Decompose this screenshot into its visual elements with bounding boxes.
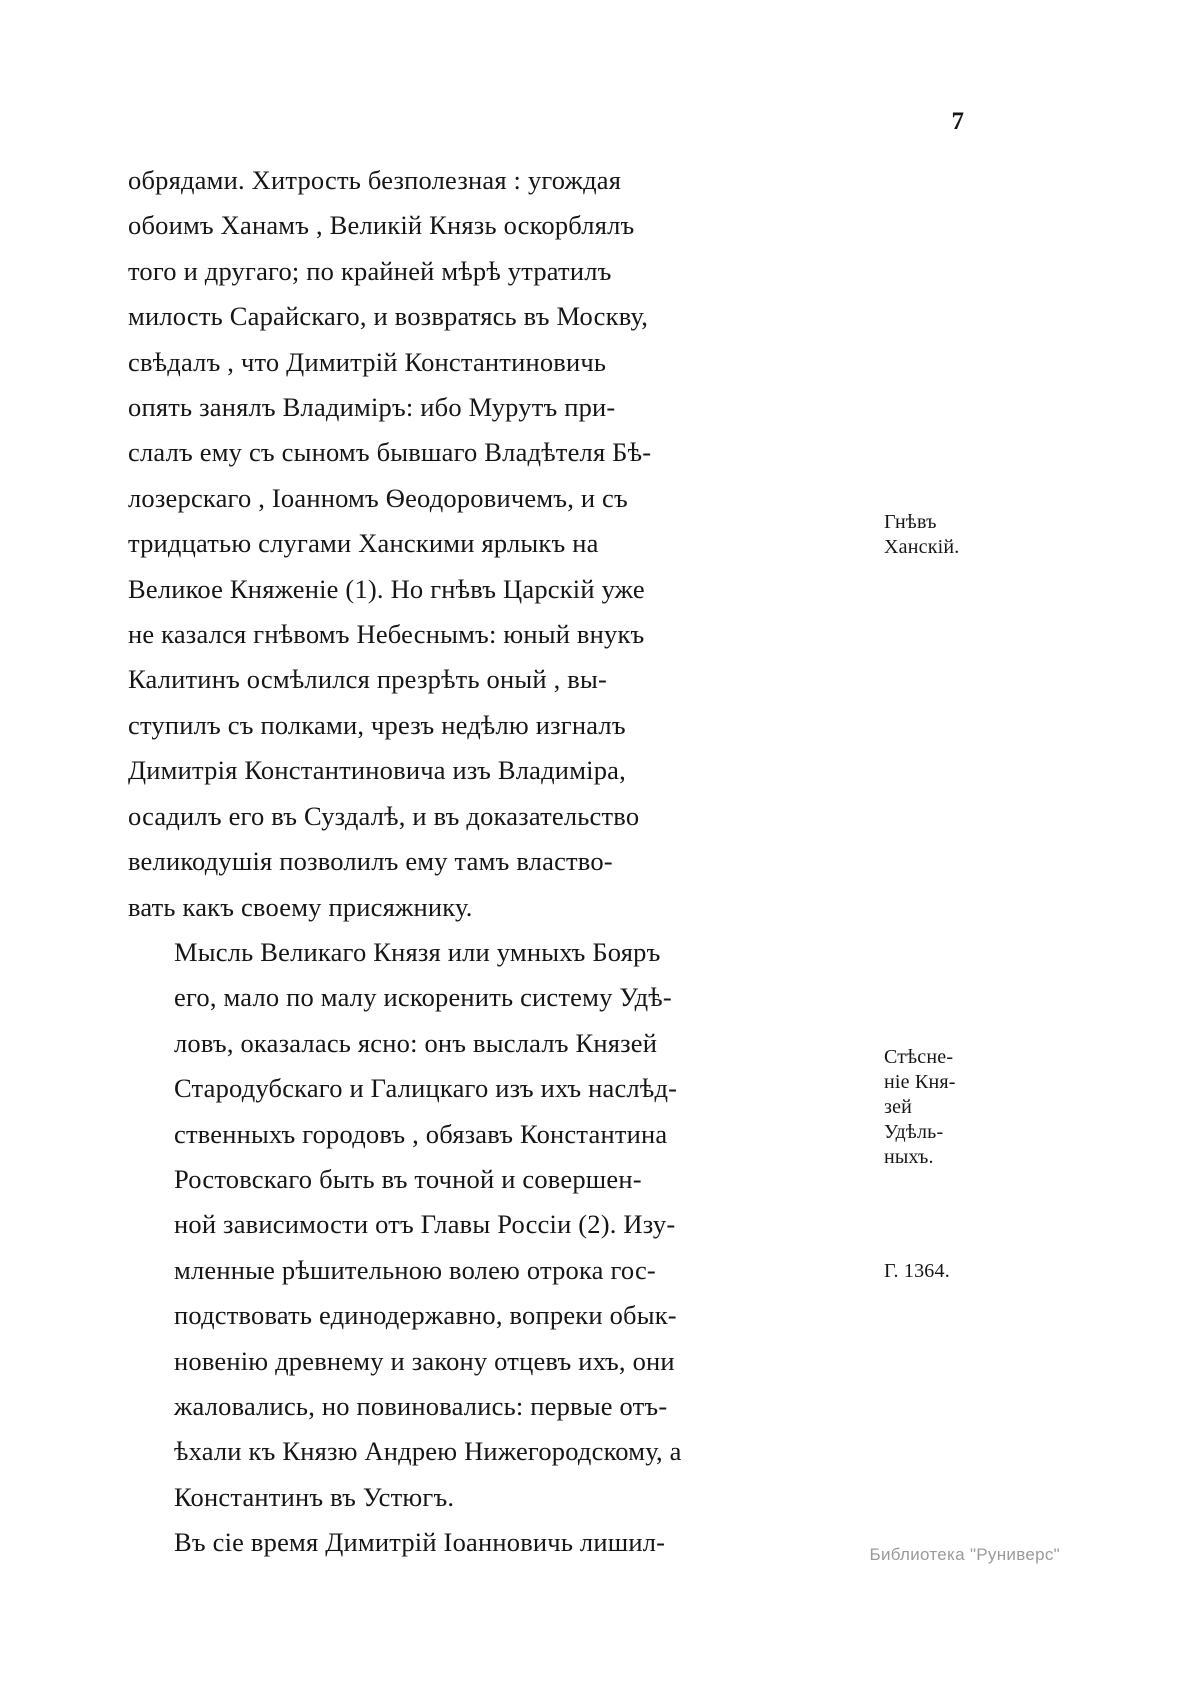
text-line: вать какъ своему присяжнику.: [128, 891, 473, 922]
text-line: Ростовскаго быть въ точной и совершен-: [174, 1163, 642, 1194]
text-line: ѣхали къ Князю Андрею Нижегородскому, а: [174, 1436, 682, 1467]
margin-note-line: зей: [884, 1096, 913, 1118]
paragraph-2: [128, 930, 873, 1520]
text-line: его, мало по малу искоренить систему Удѣ-: [174, 982, 672, 1013]
body-text-column: [128, 158, 873, 1566]
text-line: великодушія позволилъ ему тамъ властво-: [128, 846, 613, 877]
text-line: мленные рѣшительною волею отрока гос-: [174, 1254, 656, 1285]
text-line: свѣдалъ , что Димитрій Константиновичь: [128, 346, 607, 377]
text-line: Калитинъ осмѣлился презрѣть оный , вы-: [128, 664, 607, 695]
text-line: Димитрія Константиновича изъ Владиміра,: [128, 755, 626, 786]
margin-note-gnev-hanskiy: [884, 510, 1059, 560]
margin-note-line: Г. 1364.: [884, 1260, 950, 1282]
text-line: обрядами. Хитрость безполезная : угождая: [128, 165, 622, 195]
text-line: Мысль Великаго Князя или умныхъ Бояръ: [174, 936, 661, 967]
text-line: ступилъ съ полками, чрезъ недѣлю изгналъ: [128, 709, 626, 740]
margin-note-line: Гнѣвъ: [884, 511, 937, 533]
text-line: Великое Княженіе (1). Но гнѣвъ Царскій уже: [128, 573, 645, 604]
margin-note-line: ніе Кня-: [884, 1071, 956, 1093]
margin-note-line: Ханскій.: [884, 536, 960, 558]
text-line: осадилъ его въ Суздалѣ, и въ доказательство: [128, 800, 640, 831]
library-credit: Библиотека "Руниверс": [869, 1545, 1060, 1564]
paragraph-1: [128, 158, 873, 930]
page-number: 7: [951, 108, 965, 135]
margin-note-line: Стѣсне-: [884, 1046, 954, 1068]
margin-note-stesnenie-knyazey: [884, 1045, 1059, 1170]
text-line: лозерскаго , Іоанномъ Ѳеодоровичемъ, и съ: [128, 482, 628, 513]
text-line: новенію древнему и закону отцевъ ихъ, они: [174, 1345, 675, 1376]
text-line: опять занялъ Владиміръ: ибо Мурутъ при-: [128, 392, 616, 423]
text-line: слалъ ему съ сыномъ бывшаго Владѣтеля Бѣ-: [128, 437, 652, 468]
margin-note-year: [884, 1259, 1059, 1284]
text-line: милость Сарайскаго, и возвратясь въ Москву,: [128, 301, 649, 332]
text-line: тридцатью слугами Ханскими ярлыкъ на: [128, 528, 599, 559]
text-line: не казался гнѣвомъ Небеснымъ: юный внукъ: [128, 619, 645, 650]
text-line: ловъ, оказалась ясно: онъ выслалъ Князей: [174, 1027, 658, 1058]
text-line: подствовать единодержавно, вопреки обык-: [174, 1300, 677, 1331]
margin-note-line: Удѣль-: [884, 1121, 944, 1143]
text-line: обоимъ Ханамъ , Великій Князь оскорблялъ: [128, 210, 635, 241]
text-line: ственныхъ городовъ , обязавъ Константина: [174, 1118, 668, 1149]
text-line: жаловались, но повиновались: первые отъ-: [174, 1390, 668, 1421]
text-line: Въ сіе время Димитрій Іоанновичь лишил-: [174, 1527, 666, 1558]
margin-note-line: ныхъ.: [884, 1146, 934, 1168]
text-line: Константинъ въ Устюгъ.: [174, 1481, 455, 1512]
text-line: Стародубскаго и Галицкаго изъ ихъ наслѣд-: [174, 1073, 678, 1104]
text-line: того и другаго; по крайней мѣрѣ утратилъ: [128, 255, 612, 286]
text-line: ной зависимости отъ Главы Россіи (2). Изу-: [174, 1209, 676, 1240]
